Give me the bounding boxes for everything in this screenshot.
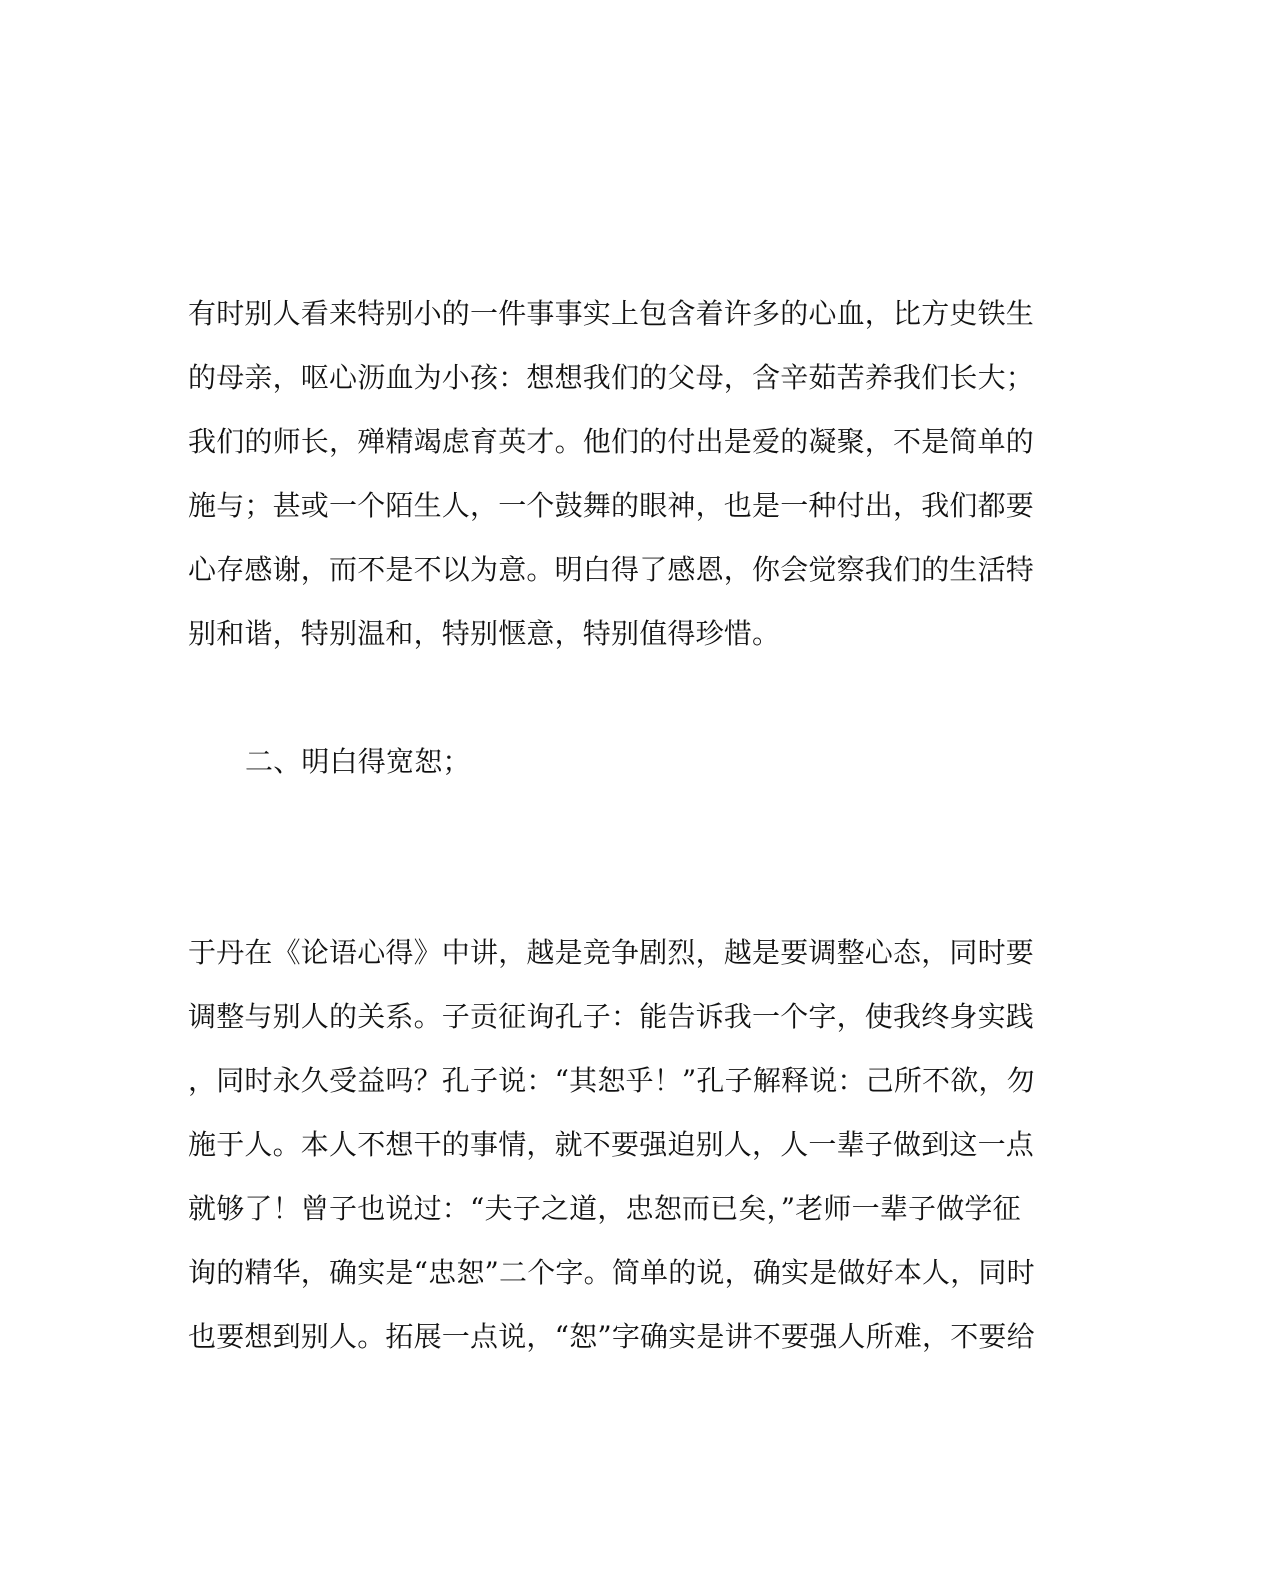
paragraph-2-line-5: 就够了！曾子也说过：“夫子之道，忠恕而已矣，”老师一辈子做学征 bbox=[188, 1192, 1021, 1225]
paragraph-2-line-2: 调整与别人的关系。子贡征询孔子：能告诉我一个字，使我终身实践 bbox=[188, 1000, 1035, 1033]
paragraph-1-line-1: 有时别人看来特别小的一件事事实上包含着许多的心血，比方史铁生 bbox=[188, 297, 1035, 330]
paragraph-2-line-3: ，同时永久受益吗？孔子说：“其恕乎！”孔子解释说：己所不欲，勿 bbox=[188, 1064, 1035, 1097]
paragraph-1-line-3: 我们的师长，殚精竭虑育英才。他们的付出是爱的凝聚，不是简单的 bbox=[188, 425, 1035, 458]
paragraph-2-line-6: 询的精华，确实是“忠恕”二个字。简单的说，确实是做好本人，同时 bbox=[188, 1256, 1035, 1289]
paragraph-2-line-4: 施于人。本人不想干的事情，就不要强迫别人，人一辈子做到这一点 bbox=[188, 1128, 1035, 1161]
paragraph-1-line-5: 心存感谢，而不是不以为意。明白得了感恩，你会觉察我们的生活特 bbox=[188, 553, 1035, 586]
paragraph-1-line-4: 施与；甚或一个陌生人，一个鼓舞的眼神，也是一种付出，我们都要 bbox=[188, 489, 1035, 522]
paragraph-1-line-6: 别和谐，特别温和，特别惬意，特别值得珍惜。 bbox=[188, 617, 781, 650]
paragraph-1-line-2: 的母亲，呕心沥血为小孩：想想我们的父母，含辛茹苦养我们长大； bbox=[188, 361, 1035, 394]
paragraph-2-line-7: 也要想到别人。拓展一点说，“恕”字确实是讲不要强人所难，不要给 bbox=[188, 1320, 1035, 1353]
section-heading: 二、明白得宽恕； bbox=[245, 745, 471, 778]
paragraph-2-line-1: 于丹在《论语心得》中讲，越是竞争剧烈，越是要调整心态，同时要 bbox=[188, 936, 1035, 969]
